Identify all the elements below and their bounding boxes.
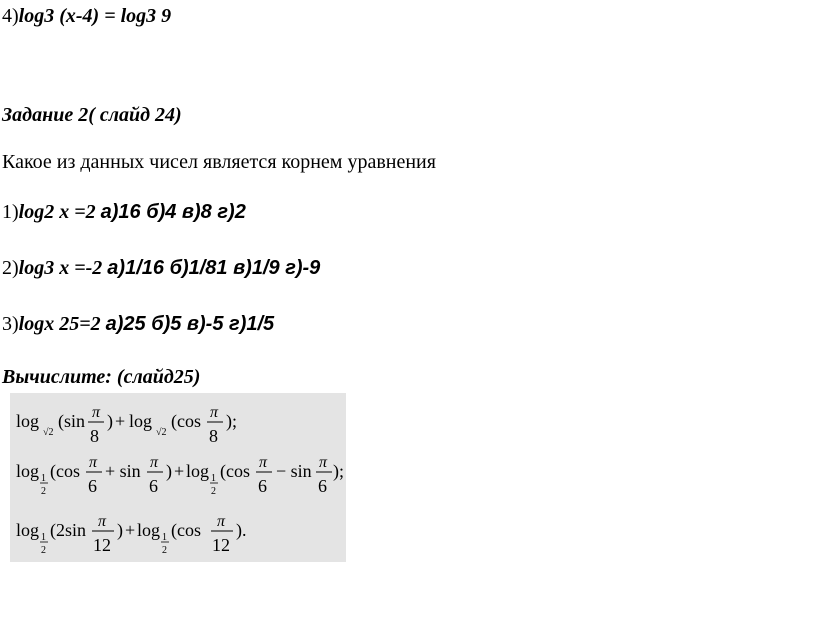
svg-text:+ sin: + sin [105, 461, 141, 481]
task2-item-3 [2, 312, 274, 336]
item-number: 3) [2, 313, 19, 335]
svg-text:π: π [150, 454, 159, 471]
svg-text:π: π [319, 454, 328, 471]
item-options: а)1/16 б)1/81 в)1/9 г)-9 [107, 257, 321, 279]
item-equation: log2 x =2 [18, 201, 101, 223]
svg-text:π: π [259, 454, 268, 471]
svg-text:+: + [115, 411, 126, 431]
formula-image [10, 393, 346, 562]
svg-text:): ) [166, 461, 172, 481]
svg-text:);: ); [333, 461, 344, 481]
svg-text:8: 8 [209, 426, 218, 446]
svg-text:2: 2 [211, 486, 216, 497]
task1-equation: log3 (x-4) = log3 9 [18, 5, 172, 27]
svg-text:√2: √2 [43, 427, 54, 438]
svg-text:6: 6 [149, 476, 158, 496]
svg-text:12: 12 [212, 535, 230, 555]
svg-text:): ) [107, 411, 113, 431]
svg-text:+: + [174, 461, 185, 481]
item-number: 1) [2, 201, 19, 223]
formula-2 [16, 454, 344, 497]
svg-text:π: π [217, 513, 226, 530]
svg-text:(cos: (cos [50, 461, 80, 481]
svg-text:6: 6 [318, 476, 327, 496]
svg-text:log: log [16, 461, 40, 481]
svg-text:1: 1 [41, 473, 46, 484]
svg-text:log: log [16, 520, 40, 540]
formula-3 [16, 513, 247, 556]
task2-heading: Задание 2( слайд 24) [2, 104, 182, 126]
formula-box [10, 393, 346, 562]
svg-text:(2sin: (2sin [50, 520, 86, 540]
svg-text:π: π [98, 513, 107, 530]
item-equation: logx 25=2 [18, 313, 106, 335]
task1-line [2, 4, 171, 28]
svg-text:log: log [137, 520, 161, 540]
svg-text:(cos: (cos [220, 461, 250, 481]
task2-question: Какое из данных чисел является корнем уравнения [2, 151, 436, 173]
svg-text:(cos: (cos [171, 520, 201, 540]
svg-text:2: 2 [162, 545, 167, 556]
svg-text:log: log [129, 411, 153, 431]
compute-heading: Вычислите: (слайд25) [2, 366, 201, 388]
item-number: 2) [2, 257, 19, 279]
svg-text:2: 2 [41, 545, 46, 556]
svg-text:2: 2 [41, 486, 46, 497]
svg-text:6: 6 [88, 476, 97, 496]
svg-text:): ) [117, 520, 123, 540]
task2-item-1 [2, 200, 246, 224]
task2-item-2 [2, 256, 320, 280]
svg-text:π: π [210, 404, 219, 421]
svg-text:(sin: (sin [58, 411, 85, 431]
svg-text:− sin: − sin [276, 461, 312, 481]
item-options: а)25 б)5 в)-5 г)1/5 [105, 313, 275, 335]
formula-1 [16, 404, 237, 446]
task1-number: 4) [2, 5, 19, 27]
svg-text:log: log [16, 411, 40, 431]
svg-text:log: log [186, 461, 210, 481]
svg-text:8: 8 [90, 426, 99, 446]
svg-text:π: π [92, 404, 101, 421]
item-options: а)16 б)4 в)8 г)2 [100, 201, 246, 223]
svg-text:π: π [89, 454, 98, 471]
svg-text:);: ); [226, 411, 237, 431]
svg-text:+: + [125, 520, 136, 540]
svg-text:1: 1 [162, 532, 167, 543]
svg-text:1: 1 [211, 473, 216, 484]
svg-text:(cos: (cos [171, 411, 201, 431]
item-equation: log3 x =-2 [18, 257, 108, 279]
svg-text:12: 12 [93, 535, 111, 555]
svg-text:√2: √2 [156, 427, 167, 438]
svg-text:6: 6 [258, 476, 267, 496]
svg-text:).: ). [236, 520, 247, 540]
svg-text:1: 1 [41, 532, 46, 543]
